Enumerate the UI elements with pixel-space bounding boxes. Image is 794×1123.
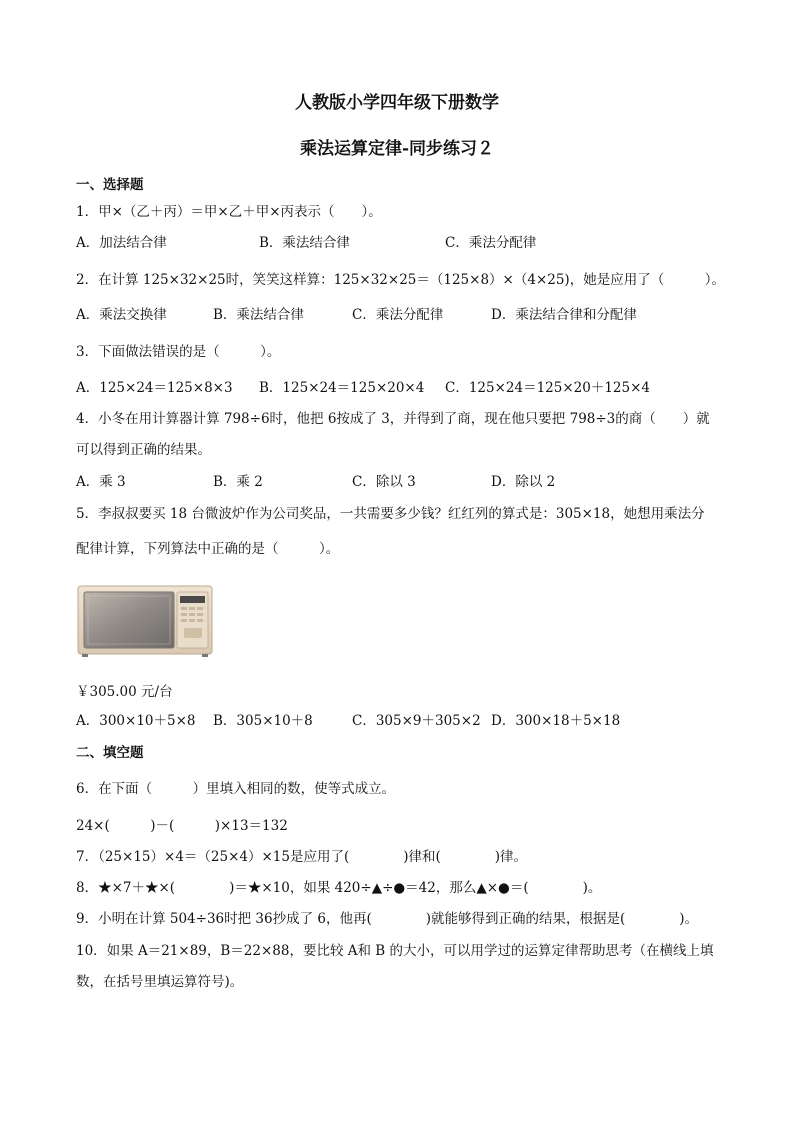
section-heading-choice: 一、选择题 (76, 177, 144, 193)
q2-option-d: D．乘法结合律和分配律 (491, 307, 637, 323)
q3-option-c: C．125×24＝125×20＋125×4 (445, 380, 651, 396)
q1-option-c: C．乘法分配律 (445, 235, 537, 251)
q4-option-d: D．除以 2 (491, 474, 556, 490)
question-6-equation: 24×( )－( )×13＝132 (76, 818, 288, 834)
question-7: 7．（25×15）×4＝（25×4）×15是应用了( )律和( )律。 (76, 849, 528, 865)
q2-option-c: C．乘法分配律 (352, 307, 444, 323)
page-subtitle: 乘法运算定律-同步练习２ (299, 139, 495, 159)
question-5-line-2: 配律计算，下列算法中正确的是（ ）。 (76, 541, 340, 557)
q3-option-a: A．125×24＝125×8×3 (76, 380, 233, 396)
q2-option-a: A．乘法交换律 (76, 307, 167, 323)
question-10-line-1: 10．如果 A＝21×89，B＝22×88，要比较 A和 B 的大小，可以用学过的运算定律帮助思考（在横线上填 (76, 943, 714, 959)
q2-option-b: B．乘法结合律 (213, 307, 304, 323)
question-4-line-2: 可以得到正确的结果。 (76, 442, 211, 458)
q4-option-b: B．乘 2 (213, 474, 263, 490)
q5-option-a: A．300×10＋5×8 (76, 713, 196, 729)
q1-option-b: B．乘法结合律 (259, 235, 350, 251)
q5-option-d: D．300×18＋5×18 (491, 713, 621, 729)
microwave-image (76, 583, 216, 659)
question-8: 8．★×7＋★×( )＝★×10，如果 420÷▲÷●＝42，那么▲×●＝( )。 (76, 880, 602, 896)
question-4-line-1: 4．小冬在用计算器计算 798÷6时，他把 6按成了 3，并得到了商，现在他只要把 798÷3的商（ ）就 (76, 411, 710, 427)
page-title: 人教版小学四年级下册数学 (295, 93, 499, 113)
q3-option-b: B．125×24＝125×20×4 (259, 380, 425, 396)
question-6: 6．在下面（ ）里填入相同的数，使等式成立。 (76, 781, 396, 797)
q4-option-c: C．除以 3 (352, 474, 416, 490)
q4-option-a: A．乘 3 (76, 474, 126, 490)
q1-option-a: A．加法结合律 (76, 235, 167, 251)
microwave-price: ￥305.00 元/台 (76, 684, 173, 700)
q5-option-c: C．305×9＋305×2 (352, 713, 481, 729)
question-9: 9．小明在计算 504÷36时把 36抄成了 6，他再( )就能够得到正确的结果，根据是( )。 (76, 911, 699, 927)
question-1: 1．甲×（乙＋丙）＝甲×乙＋甲×丙表示（ ）。 (76, 204, 382, 220)
q5-option-b: B．305×10＋8 (213, 713, 313, 729)
question-3: 3．下面做法错误的是（ ）。 (76, 344, 281, 360)
question-5-line-1: 5．李叔叔要买 18 台微波炉作为公司奖品，一共需要多少钱？红红列的算式是：305×18，她想用乘法分 (76, 506, 705, 522)
question-2: 2．在计算 125×32×25时，笑笑这样算：125×32×25＝（125×8）×（4×25)，她是应用了（ ）。 (76, 272, 725, 288)
section-heading-fill: 二、填空题 (76, 745, 144, 761)
question-10-line-2: 数，在括号里填运算符号)。 (76, 974, 244, 990)
